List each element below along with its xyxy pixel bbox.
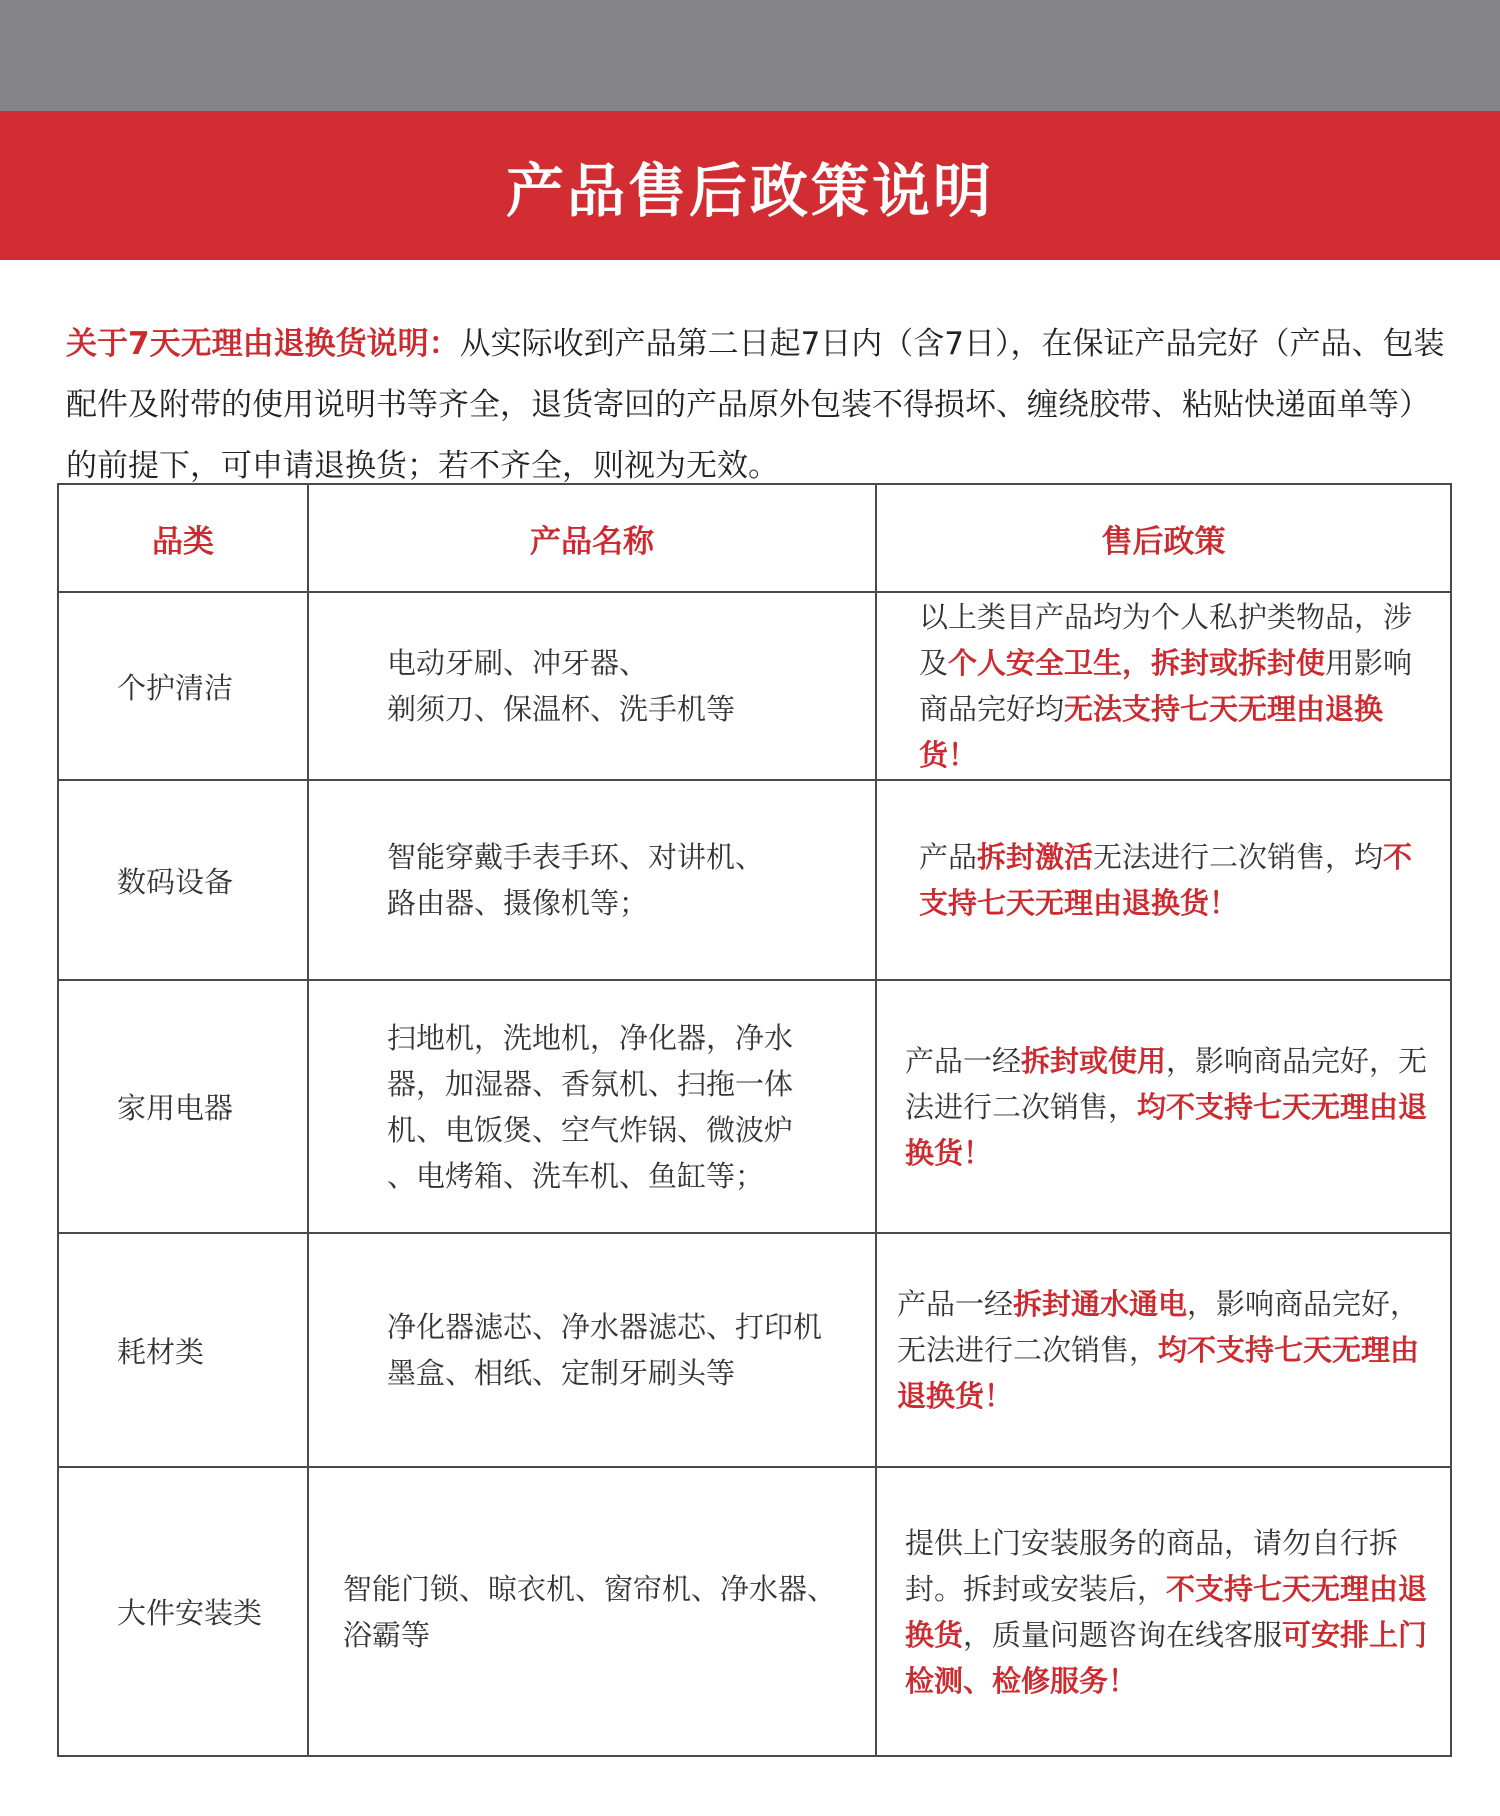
policy-text: 产品一经 [905, 1043, 1022, 1078]
policy-highlight: 拆封通水通电 [1013, 1287, 1188, 1321]
policy-cell [876, 1467, 1451, 1756]
intro-text: 从实际收到产品第二日起7日内（含7日），在保证产品完好（产品、包装配件及附带的使用说明书等齐全，退货寄回的产品原外包装不得损坏、缠绕胶带、粘贴快递面单等）的前提下，可申请退换货；若不齐全，则视为无效。 [66, 326, 1445, 484]
category-cell: 家用电器 [58, 980, 308, 1233]
intro-paragraph [66, 314, 1446, 497]
policy-highlight: 可安排上门检测、检修服务！ [905, 1617, 1428, 1698]
table-row [58, 592, 1451, 780]
top-gray-bar [0, 0, 1500, 111]
product-line: 智能门锁、晾衣机、窗帘机、净水器、 [343, 1571, 837, 1606]
policy-highlight: 拆封或使用 [1021, 1043, 1167, 1078]
policy-highlight: 均不支持七天无理由退换货！ [905, 1089, 1428, 1170]
table-row [58, 1467, 1451, 1756]
products-cell [308, 1233, 876, 1467]
product-line: 剃须刀、保温杯、洗手机等 [387, 692, 736, 726]
policy-highlight: 无法支持七天无理由退换货！ [919, 692, 1384, 772]
policy-cell [876, 980, 1451, 1233]
header-category: 品类 [58, 484, 308, 592]
policy-highlight: 拆封激活 [977, 840, 1094, 874]
product-line: 机、电饭煲、空气炸锅、微波炉 [387, 1112, 794, 1147]
policy-table [57, 483, 1452, 1757]
intro-lead: 关于7天无理由退换货说明： [66, 326, 460, 362]
products-cell [308, 780, 876, 980]
policy-cell [876, 592, 1451, 780]
product-line: 电动牙刷、冲牙器、 [387, 646, 649, 680]
product-line: 墨盒、相纸、定制牙刷头等 [387, 1356, 736, 1390]
category-cell: 个护清洁 [58, 592, 308, 780]
products-cell [308, 592, 876, 780]
header-policy: 售后政策 [876, 484, 1451, 592]
products-cell [308, 1467, 876, 1756]
policy-text: 用影响商品完好均 [919, 646, 1413, 726]
title-banner [0, 111, 1500, 260]
table-row [58, 980, 1451, 1233]
policy-cell [876, 1233, 1451, 1467]
products-cell [308, 980, 876, 1233]
policy-highlight: 不支持七天无理由退换货！ [919, 840, 1413, 920]
page-title: 产品售后政策说明 [505, 156, 994, 225]
product-line: 扫地机，洗地机，净化器，净水 [387, 1020, 794, 1055]
product-line: 、电烤箱、洗车机、鱼缸等； [387, 1158, 765, 1193]
policy-text: 无法进行二次销售，均 [1093, 840, 1384, 874]
policy-text: ，影响商品完好，无法进行二次销售， [897, 1287, 1420, 1367]
policy-text: 产品 [919, 840, 978, 874]
policy-text: ，影响商品完好，无法进行二次销售， [905, 1043, 1428, 1124]
table-header-row [58, 484, 1451, 592]
category-cell: 大件安装类 [58, 1467, 308, 1756]
table-row [58, 780, 1451, 980]
policy-highlight: 个人安全卫生，拆封或拆封使 [948, 646, 1326, 680]
policy-text: 产品一经 [897, 1287, 1014, 1321]
policy-text: 以上类目产品均为个人私护类物品，涉及 [919, 600, 1413, 680]
product-line: 路由器、摄像机等； [387, 886, 649, 920]
product-line: 器，加湿器、香氛机、扫拖一体 [387, 1066, 794, 1101]
policy-text: ，质量问题咨询在线客服 [963, 1617, 1283, 1652]
policy-text: 提供上门安装服务的商品，请勿自行拆封。拆封或安装后， [905, 1525, 1399, 1606]
product-line: 智能穿戴手表手环、对讲机、 [387, 840, 765, 874]
header-product: 产品名称 [308, 484, 876, 592]
policy-cell [876, 780, 1451, 980]
policy-highlight: 不支持七天无理由退换货 [905, 1571, 1428, 1652]
policy-highlight: 均不支持七天无理由退换货！ [897, 1333, 1420, 1413]
table-row [58, 1233, 1451, 1467]
category-cell: 数码设备 [58, 780, 308, 980]
category-cell: 耗材类 [58, 1233, 308, 1467]
product-line: 浴霸等 [343, 1617, 431, 1652]
product-line: 净化器滤芯、净水器滤芯、打印机 [387, 1310, 823, 1344]
